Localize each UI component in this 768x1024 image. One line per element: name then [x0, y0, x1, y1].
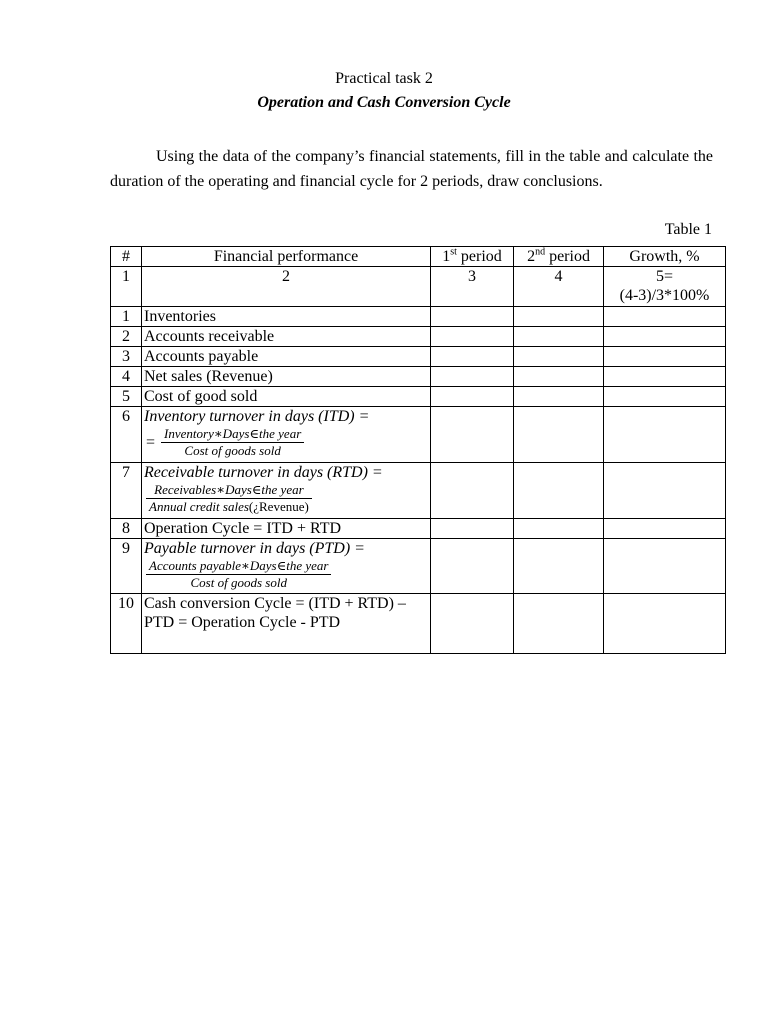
- rtd-formula: [146, 482, 428, 515]
- row-label: Cost of good sold: [142, 387, 431, 407]
- header-growth: Growth, %: [604, 247, 726, 267]
- formula-label: Receivable turnover in days (RTD) =: [144, 464, 383, 481]
- numerator: Receivables∗Days∈the year: [146, 482, 312, 499]
- cell-period-2: [514, 407, 604, 463]
- row-num: 1: [111, 307, 142, 327]
- cell-period-1: [431, 387, 514, 407]
- cell-period-2: [514, 519, 604, 539]
- row-num: 5: [111, 387, 142, 407]
- table-row: [111, 327, 726, 347]
- numerator: Inventory∗Days∈the year: [161, 426, 304, 443]
- row-num: 2: [111, 327, 142, 347]
- cell-period-2: [514, 327, 604, 347]
- row-label: Operation Cycle = ITD + RTD: [142, 519, 431, 539]
- cell-growth: [604, 519, 726, 539]
- performance-table: [110, 246, 726, 654]
- table-row: [111, 407, 726, 463]
- cell-period-1: [431, 539, 514, 594]
- row-num: 4: [111, 367, 142, 387]
- row-num: 9: [111, 539, 142, 594]
- table-row: [111, 463, 726, 519]
- table-caption: Table 1: [664, 221, 712, 238]
- itd-formula: [146, 426, 428, 459]
- numerator: Accounts payable∗Days∈the year: [146, 558, 331, 575]
- ptd-formula: [146, 558, 428, 591]
- row-num: 8: [111, 519, 142, 539]
- cell-growth: [604, 347, 726, 367]
- row-label: Inventories: [142, 307, 431, 327]
- table-index-row: [111, 267, 726, 307]
- cell-period-1: [431, 367, 514, 387]
- cell-period-2: [514, 367, 604, 387]
- cell-growth: [604, 407, 726, 463]
- table-header-row: [111, 247, 726, 267]
- formula-label: Payable turnover in days (PTD) =: [144, 540, 365, 557]
- denominator: Annual credit sales(¿Revenue): [149, 499, 309, 514]
- cell-period-2: [514, 347, 604, 367]
- cell-period-1: [431, 347, 514, 367]
- intro-paragraph: Using the data of the company’s financial statements, fill in the table and calculate the duration of the operating and financial cycle for 2 periods, draw conclusions.: [110, 148, 713, 190]
- cell-period-2: [514, 387, 604, 407]
- row-label: Net sales (Revenue): [142, 367, 431, 387]
- header-financial-performance: Financial performance: [142, 247, 431, 267]
- row-label: [142, 407, 431, 463]
- index-perf: 2: [142, 267, 431, 307]
- fraction: [146, 482, 312, 515]
- denominator: Cost of goods sold: [184, 443, 281, 458]
- cell-growth: [604, 594, 726, 654]
- cell-growth: [604, 307, 726, 327]
- cell-growth: [604, 387, 726, 407]
- row-num: 3: [111, 347, 142, 367]
- cell-growth: [604, 367, 726, 387]
- index-p2: 4: [514, 267, 604, 307]
- cell-period-2: [514, 307, 604, 327]
- index-p1: 3: [431, 267, 514, 307]
- index-num: 1: [111, 267, 142, 307]
- header-period-2: 2nd period: [514, 247, 604, 267]
- formula-label: Inventory turnover in days (ITD) =: [144, 408, 370, 425]
- row-num: 10: [111, 594, 142, 654]
- header-num: #: [111, 247, 142, 267]
- cell-period-1: [431, 594, 514, 654]
- cell-period-2: [514, 463, 604, 519]
- cell-period-2: [514, 594, 604, 654]
- row-label: [142, 463, 431, 519]
- cell-growth: [604, 463, 726, 519]
- cell-growth: [604, 327, 726, 347]
- row-num: 6: [111, 407, 142, 463]
- page-title: Practical task 2: [335, 70, 433, 87]
- denominator: Cost of goods sold: [190, 575, 287, 590]
- row-label: Cash conversion Cycle = (ITD + RTD) – PTD = Operation Cycle - PTD: [142, 594, 431, 654]
- fraction: [161, 426, 304, 459]
- table-row: [111, 519, 726, 539]
- index-growth: 5= (4-3)/3*100%: [604, 267, 726, 307]
- table-row: [111, 539, 726, 594]
- cell-period-1: [431, 327, 514, 347]
- page-subtitle: Operation and Cash Conversion Cycle: [257, 94, 511, 111]
- cell-period-1: [431, 519, 514, 539]
- table-row: [111, 307, 726, 327]
- table-row: [111, 387, 726, 407]
- row-label: Accounts payable: [142, 347, 431, 367]
- fraction: [146, 558, 331, 591]
- header-period-1: 1st period: [431, 247, 514, 267]
- cell-period-1: [431, 407, 514, 463]
- table-row: [111, 594, 726, 654]
- equals-sign: =: [146, 433, 156, 451]
- table-row: [111, 347, 726, 367]
- row-num: 7: [111, 463, 142, 519]
- table-row: [111, 367, 726, 387]
- cell-growth: [604, 539, 726, 594]
- cell-period-1: [431, 307, 514, 327]
- cell-period-1: [431, 463, 514, 519]
- row-label: Accounts receivable: [142, 327, 431, 347]
- row-label: [142, 539, 431, 594]
- cell-period-2: [514, 539, 604, 594]
